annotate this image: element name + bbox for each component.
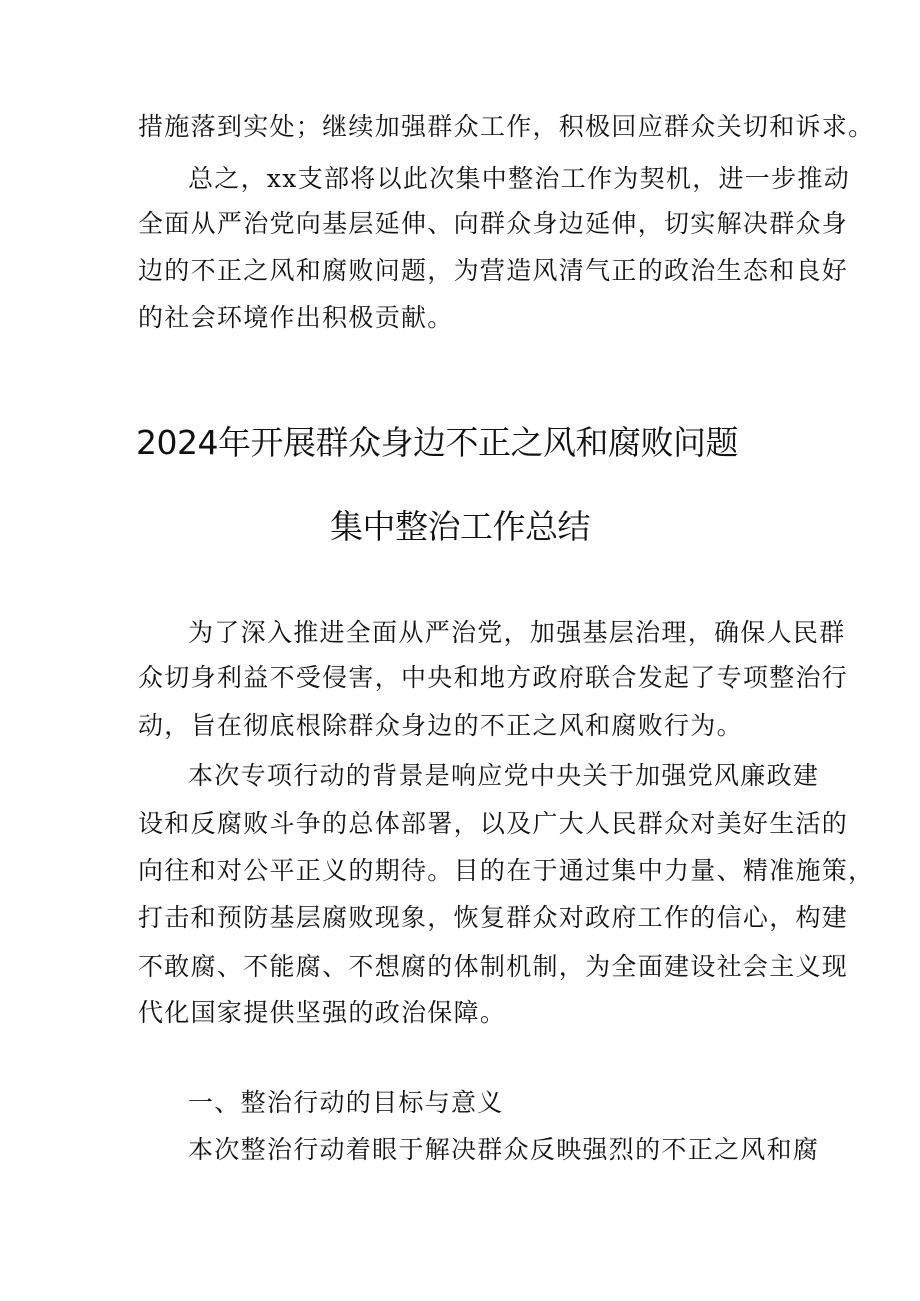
background-line-4: 打击和预防基层腐败现象，恢复群众对政府工作的信心，构建 bbox=[138, 903, 849, 932]
closing-line-3: 全面从严治党向基层延伸、向群众身边延伸，切实解决群众身 bbox=[138, 209, 849, 238]
intro-line-1: 为了深入推进全面从严治党，加强基层治理，确保人民群 bbox=[188, 618, 846, 647]
closing-line-4: 边的不正之风和腐败问题，为营造风清气正的政治生态和良好 bbox=[138, 256, 849, 285]
background-line-5: 不敢腐、不能腐、不想腐的体制机制，为全面建设社会主义现 bbox=[138, 952, 849, 981]
background-line-2: 设和反腐败斗争的总体部署，以及广大人民群众对美好生活的 bbox=[138, 809, 849, 838]
section-1-heading: 一、整治行动的目标与意义 bbox=[188, 1088, 504, 1117]
background-line-3: 向往和对公平正义的期待。目的在于通过集中力量、精准施策， bbox=[138, 856, 875, 885]
closing-line-5: 的社会环境作出积极贡献。 bbox=[138, 303, 454, 332]
title-line-1: 2024年开展群众身边不正之风和腐败问题 bbox=[136, 423, 738, 462]
section-1-line-1: 本次整治行动着眼于解决群众反映强烈的不正之风和腐 bbox=[188, 1135, 820, 1164]
intro-line-2: 众切身利益不受侵害，中央和地方政府联合发起了专项整治行 bbox=[138, 663, 849, 692]
closing-line-2: 总之，xx支部将以此次集中整治工作为契机，进一步推动 bbox=[188, 164, 851, 193]
title-line-2: 集中整治工作总结 bbox=[330, 507, 590, 546]
closing-line-1: 措施落到实处；继续加强群众工作，积极回应群众关切和诉求。 bbox=[138, 112, 875, 141]
intro-line-3: 动，旨在彻底根除群众身边的不正之风和腐败行为。 bbox=[138, 711, 743, 740]
background-line-6: 代化国家提供坚强的政治保障。 bbox=[138, 998, 507, 1027]
background-line-1: 本次专项行动的背景是响应党中央关于加强党风廉政建 bbox=[188, 761, 820, 790]
